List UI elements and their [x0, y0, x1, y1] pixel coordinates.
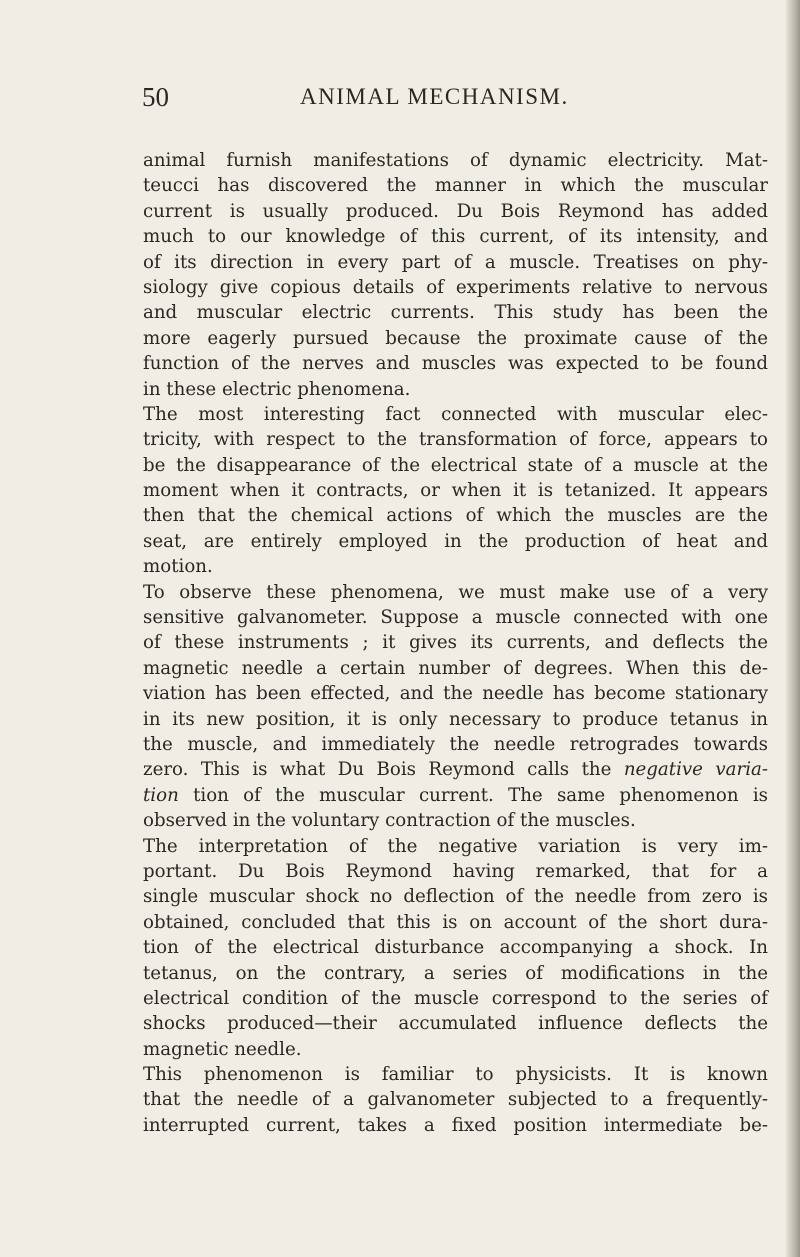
text-line: teucci has discovered the manner in which the muscular: [143, 175, 768, 197]
text-line: of these instruments ; it gives its currents, and deflects the: [143, 632, 768, 654]
text-line: that the needle of a galvanometer subjected to a frequently-: [143, 1089, 768, 1111]
text-line: function of the nerves and muscles was expected to be found: [143, 353, 768, 375]
text-line: seat, are entirely employed in the production of heat and: [143, 530, 768, 552]
text-line: and muscular electric currents. This study has been the: [143, 302, 768, 324]
text-line: viation has been effected, and the needle has become stationary: [143, 683, 768, 705]
running-title: ANIMAL MECHANISM.: [300, 84, 569, 109]
text-line: moment when it contracts, or when it is tetanized. It appears: [143, 480, 768, 502]
text-line: electrical condition of the muscle correspond to the series of: [143, 987, 768, 1009]
text-line: the muscle, and immediately the needle retrogrades towards: [143, 733, 768, 755]
text-span: tion of the muscular current. The same phenomenon is: [193, 784, 768, 806]
text-line: interrupted current, takes a fixed position intermediate be-: [143, 1114, 768, 1136]
text-line: [143, 757, 768, 782]
text-line: much to our knowledge of this current, of its intensity, and: [143, 226, 768, 248]
text-line: of its direction in every part of a muscle. Treatises on phy-: [143, 251, 768, 273]
text-line: in its new position, it is only necessary to produce tetanus in: [143, 708, 768, 730]
text-line: more eagerly pursued because the proximate cause of the: [143, 327, 768, 349]
text-line: tricity, with respect to the transformation of force, appears to: [143, 429, 768, 451]
text-line: then that the chemical actions of which the muscles are the: [143, 505, 768, 527]
text-line: motion.: [143, 556, 213, 578]
italic-term: negative varia-: [623, 759, 768, 781]
text-line: single muscular shock no deflection of the needle from zero is: [143, 886, 768, 908]
text-line: be the disappearance of the electrical state of a muscle at the: [143, 454, 768, 476]
text-line: To observe these phenomena, we must make use of a very: [143, 581, 768, 603]
text-line: in these electric phenomena.: [143, 378, 411, 400]
text-line: The most interesting fact connected with muscular elec-: [143, 403, 768, 425]
italic-term: tion: [143, 784, 179, 806]
text-line: shocks produced—their accumulated influence deflects the: [143, 1013, 768, 1035]
text-line: [143, 783, 768, 808]
text-line: animal furnish manifestations of dynamic electricity. Mat-: [143, 150, 768, 171]
text-line: observed in the voluntary contraction of the muscles.: [143, 810, 636, 832]
text-line: magnetic needle.: [143, 1038, 302, 1060]
text-line: obtained, concluded that this is on account of the short dura-: [143, 911, 768, 933]
running-head: [142, 82, 752, 116]
text-line: portant. Du Bois Reymond having remarked, that for a: [143, 860, 768, 882]
text-span: zero. This is what Du Bois Reymond calls the: [143, 759, 624, 781]
text-line: siology give copious details of experiments relative to nervous: [143, 276, 768, 298]
text-line: tetanus, on the contrary, a series of modifications in the: [143, 962, 768, 984]
body-text: [143, 148, 768, 1138]
text-line: This phenomenon is familiar to physicists. It is known: [143, 1064, 768, 1086]
page-edge-shadow: [786, 0, 800, 1257]
text-line: magnetic needle a certain number of degrees. When this de-: [143, 657, 768, 679]
text-line: tion of the electrical disturbance accompanying a shock. In: [143, 937, 768, 959]
text-line: current is usually produced. Du Bois Reymond has added: [143, 200, 768, 222]
text-line: sensitive galvanometer. Suppose a muscle connected with one: [143, 607, 768, 629]
text-line: The interpretation of the negative variation is very im-: [143, 835, 768, 857]
page-number: 50: [142, 82, 169, 112]
